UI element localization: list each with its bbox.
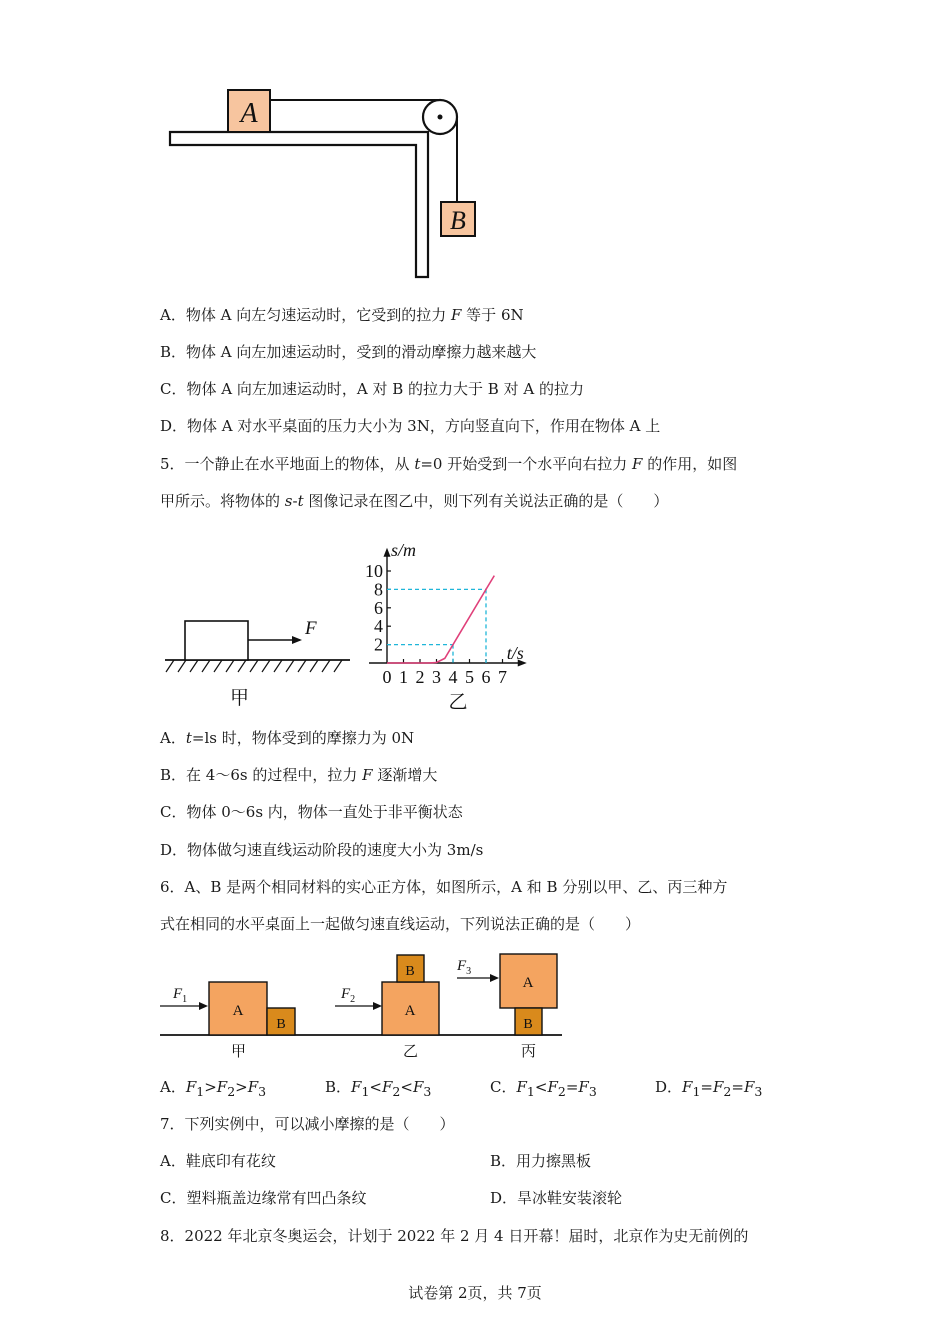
q4-option-a: A．物体 A 向左匀速运动时，它受到的拉力 F 等于 6N (160, 306, 524, 324)
q7-option-a: A．鞋底印有花纹 (160, 1152, 276, 1170)
table-outline (170, 132, 428, 277)
y-tick-label: 2 (374, 634, 383, 655)
y-tick-label: 4 (374, 616, 383, 637)
y-axis-label: s/m (391, 539, 417, 560)
q5-option-a: A．t=ls 时，物体受到的摩擦力为 0N (160, 729, 415, 747)
x-tick-label: 2 (415, 667, 425, 687)
x-tick-label: 1 (399, 667, 408, 687)
label-yi: 乙 (403, 1044, 419, 1060)
q6-option-c: C．$F_1<F_2=F_3$ (490, 1078, 597, 1099)
q5-option-c: C．物体 0～6s 内，物体一直处于非平衡状态 (160, 803, 463, 821)
q4-option-d: D．物体 A 对水平桌面的压力大小为 3N，方向竖直向下，作用在物体 A 上 (160, 417, 661, 435)
x-tick-label: 7 (498, 667, 507, 687)
q6-stem-line1: 6．A、B 是两个相同材料的实心正方体，如图所示，A 和 B 分别以甲、乙、丙三种方 (160, 878, 728, 896)
y-tick-label: 6 (374, 597, 383, 618)
svg-text:A: A (232, 1003, 244, 1019)
svg-text:F1: $F_1$ (173, 986, 188, 1005)
q5-option-d: D．物体做匀速直线运动阶段的速度大小为 3m/s (160, 841, 484, 859)
q5-stem-line1: 5．一个静止在水平地面上的物体，从 t=0 开始受到一个水平向右拉力 F 的作用，如图 (160, 455, 738, 473)
svg-text:B: B (405, 964, 415, 979)
st-chart (355, 523, 570, 713)
x-axis-label: t/s (506, 643, 524, 663)
page-footer: 试卷第 2页，共 7页 (408, 1284, 542, 1302)
q6-option-a: A．$F_1>F_2>F_3$ (160, 1078, 267, 1099)
series-line (387, 576, 494, 663)
q6-figure (155, 948, 570, 1063)
pulley-figure (160, 80, 500, 285)
block-a-label: A (240, 98, 258, 129)
q7-option-d: D．旱冰鞋安装滚轮 (490, 1189, 623, 1207)
x-tick-label: 3 (432, 667, 441, 687)
q6-option-b: B．$F_1<F_2<F_3$ (325, 1078, 432, 1099)
q5-stem-line2: 甲所示。将物体的 s-t 图像记录在图乙中，则下列有关说法正确的是（ ） (160, 492, 669, 510)
y-tick-label: 10 (365, 561, 383, 581)
svg-text:F2: $F_2$ (341, 986, 356, 1005)
svg-text:F3: $F_3$ (457, 958, 472, 977)
x-tick-label: 6 (481, 667, 491, 687)
y-axis-arrow (384, 548, 391, 557)
y-tick-label: 8 (374, 579, 383, 600)
q5-option-b: B．在 4～6s 的过程中，拉力 F 逐渐增大 (160, 766, 438, 784)
q7-option-c: C．塑料瓶盖边缘常有凹凸条纹 (160, 1189, 367, 1207)
q7-option-b: B．用力擦黑板 (490, 1152, 592, 1170)
q7-stem: 7．下列实例中，可以减小摩擦的是（ ） (160, 1115, 455, 1133)
svg-text:B: B (276, 1017, 286, 1032)
q8-stem: 8．2022 年北京冬奥运会，计划于 2022 年 2 月 4 日开幕！届时，北京作为史无前例的 (160, 1227, 749, 1245)
q4-option-b: B．物体 A 向左加速运动时，受到的滑动摩擦力越来越大 (160, 343, 537, 361)
q4-option-c: C．物体 A 向左加速运动时，A 对 B 的拉力大于 B 对 A 的拉力 (160, 380, 584, 398)
label-jia: 甲 (231, 1044, 247, 1060)
x-tick-label: 4 (448, 667, 458, 687)
svg-text:A: A (404, 1003, 416, 1019)
svg-text:B: B (523, 1017, 533, 1032)
svg-text:A: A (522, 975, 534, 991)
force-label-f: F (305, 618, 317, 639)
q6-stem-line2: 式在相同的水平桌面上一起做匀速直线运动，下列说法正确的是（ ） (160, 915, 641, 933)
label-bing: 丙 (521, 1044, 537, 1060)
q5-figure-jia (160, 610, 355, 710)
fig-yi-label: 乙 (448, 692, 468, 713)
fig-jia-label: 甲 (230, 688, 250, 709)
block-b-label: B (450, 206, 466, 235)
object-box (185, 621, 248, 660)
x-tick-label: 5 (465, 667, 474, 687)
x-tick-label: 0 (382, 667, 392, 687)
q6-option-d: D．$F_1=F_2=F_3$ (655, 1078, 763, 1099)
